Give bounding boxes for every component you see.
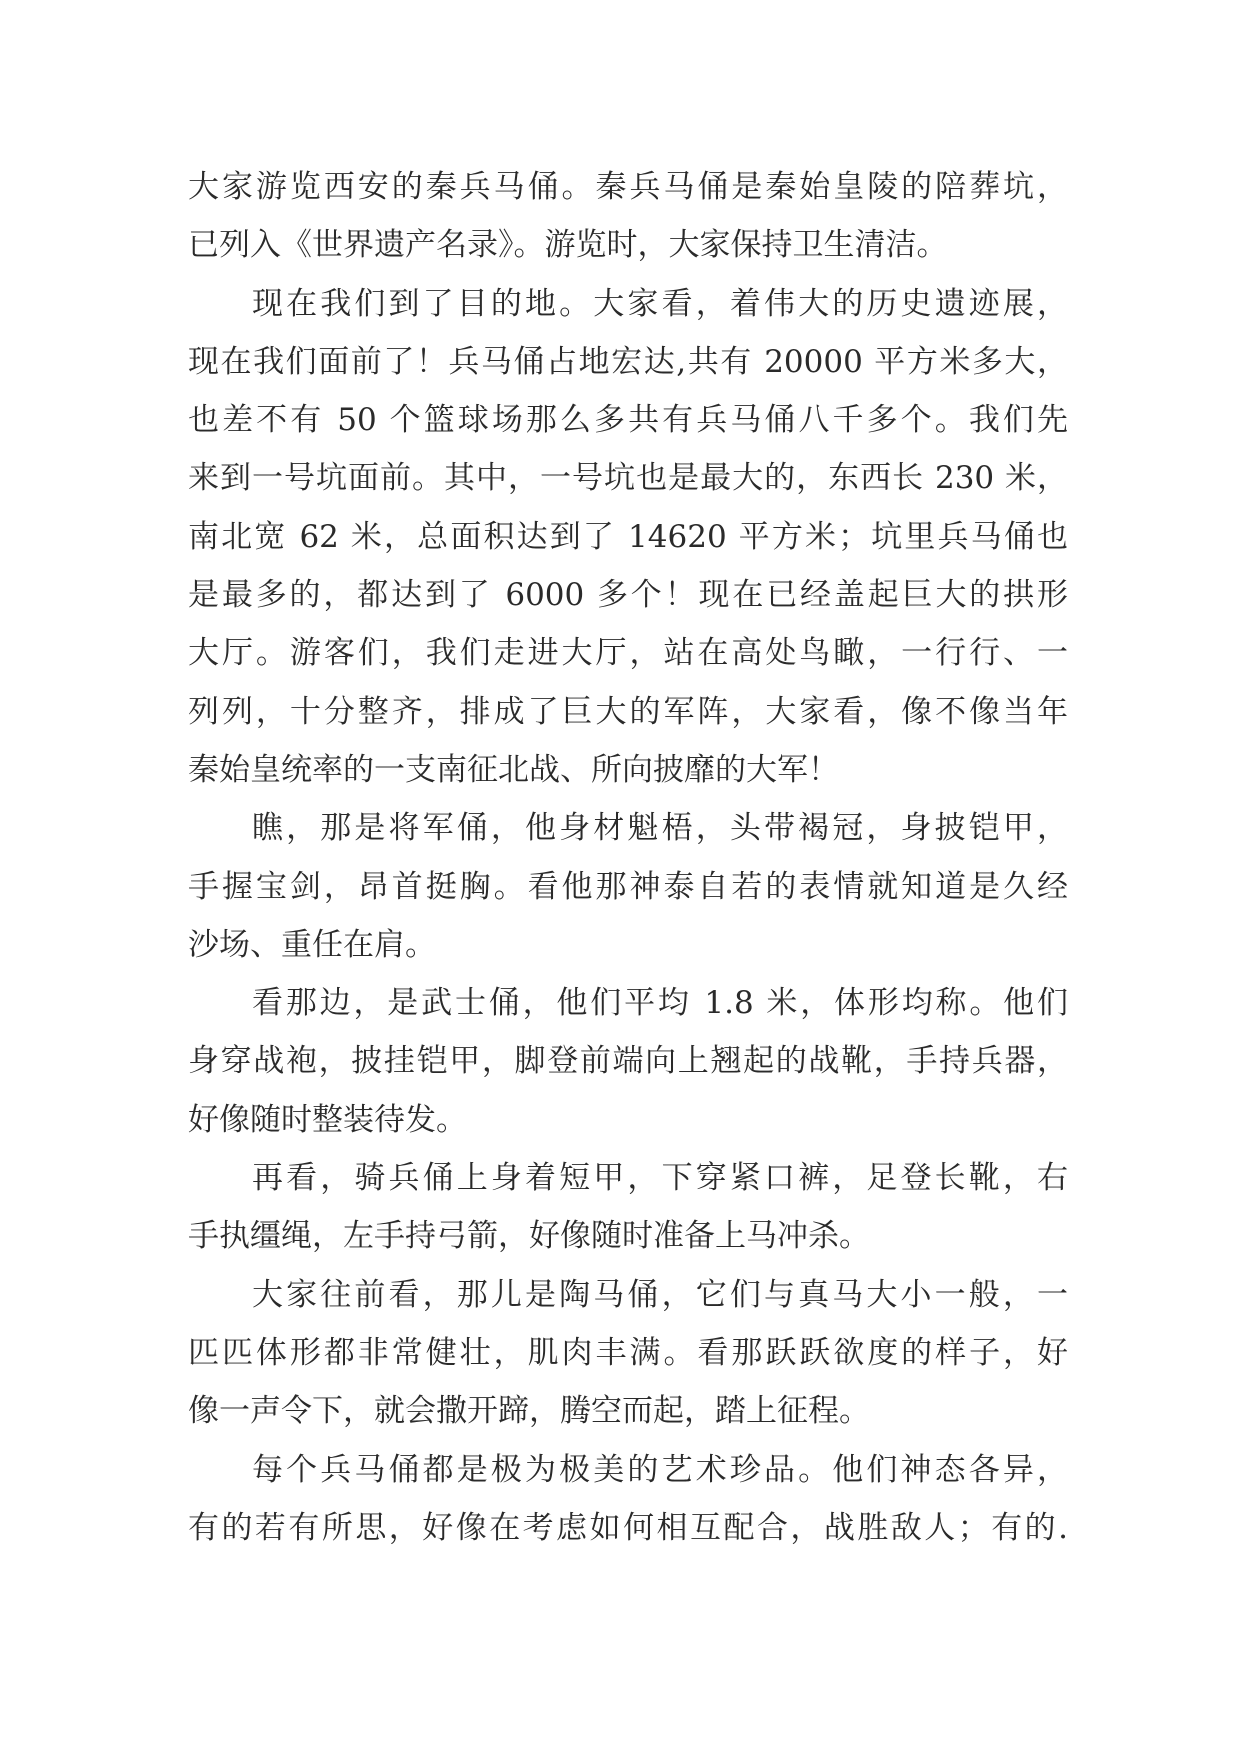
paragraph-first-line: 大家往前看，那儿是陶马俑，它们与真马大小一般，一 xyxy=(252,1276,1068,1313)
text-line: 南北宽 62 米，总面积达到了 14620 平方米；坑里兵马俑也 xyxy=(188,518,1068,555)
text-line: 身穿战袍，披挂铠甲，脚登前端向上翘起的战靴，手持兵器， xyxy=(188,1043,1068,1080)
paragraph-first-line: 瞧，那是将军俑，他身材魁梧，头带褐冠，身披铠甲， xyxy=(252,810,1068,847)
text-line: 有的若有所思，好像在考虑如何相互配合，战胜敌人；有的. xyxy=(188,1509,1068,1546)
paragraph-first-line: 每个兵马俑都是极为极美的艺术珍品。他们神态各异， xyxy=(252,1451,1068,1488)
text-line: 也差不有 50 个篮球场那么多共有兵马俑八千多个。我们先 xyxy=(188,402,1068,439)
text-line: 匹匹体形都非常健壮，肌肉丰满。看那跃跃欲度的样子，好 xyxy=(188,1334,1068,1371)
text-line: 来到一号坑面前。其中，一号坑也是最大的，东西长 230 米， xyxy=(188,460,1068,497)
paragraph-first-line: 看那边，是武士俑，他们平均 1.8 米，体形均称。他们 xyxy=(252,985,1068,1022)
text-line: 手握宝剑，昂首挺胸。看他那神泰自若的表情就知道是久经 xyxy=(188,868,1068,905)
paragraph-first-line: 再看，骑兵俑上身着短甲，下穿紧口裤，足登长靴，右 xyxy=(252,1160,1068,1197)
text-line: 已列入《世界遗产名录》。游览时，大家保持卫生清洁。 xyxy=(188,227,948,264)
body-text xyxy=(188,158,1068,1557)
text-line: 沙场、重任在肩。 xyxy=(188,926,436,963)
text-line: 秦始皇统率的一支南征北战、所向披靡的大军！ xyxy=(188,751,839,788)
text-line: 大家游览西安的秦兵马俑。秦兵马俑是秦始皇陵的陪葬坑， xyxy=(188,169,1068,205)
text-line: 大厅。游客们，我们走进大厅，站在高处鸟瞰，一行行、一 xyxy=(188,635,1068,672)
text-line: 是最多的，都达到了 6000 多个！现在已经盖起巨大的拱形 xyxy=(188,577,1068,614)
text-line: 像一声令下，就会撒开蹄，腾空而起，踏上征程。 xyxy=(188,1393,870,1430)
text-line: 好像随时整装待发。 xyxy=(188,1101,467,1138)
text-line: 现在我们面前了！兵马俑占地宏达,共有 20000 平方米多大， xyxy=(188,343,1068,380)
text-line: 手执缰绳，左手持弓箭，好像随时准备上马冲杀。 xyxy=(188,1218,870,1255)
text-line: 列列，十分整齐，排成了巨大的军阵，大家看，像不像当年 xyxy=(188,693,1068,730)
paragraph-first-line: 现在我们到了目的地。大家看，着伟大的历史遗迹展， xyxy=(252,285,1068,322)
